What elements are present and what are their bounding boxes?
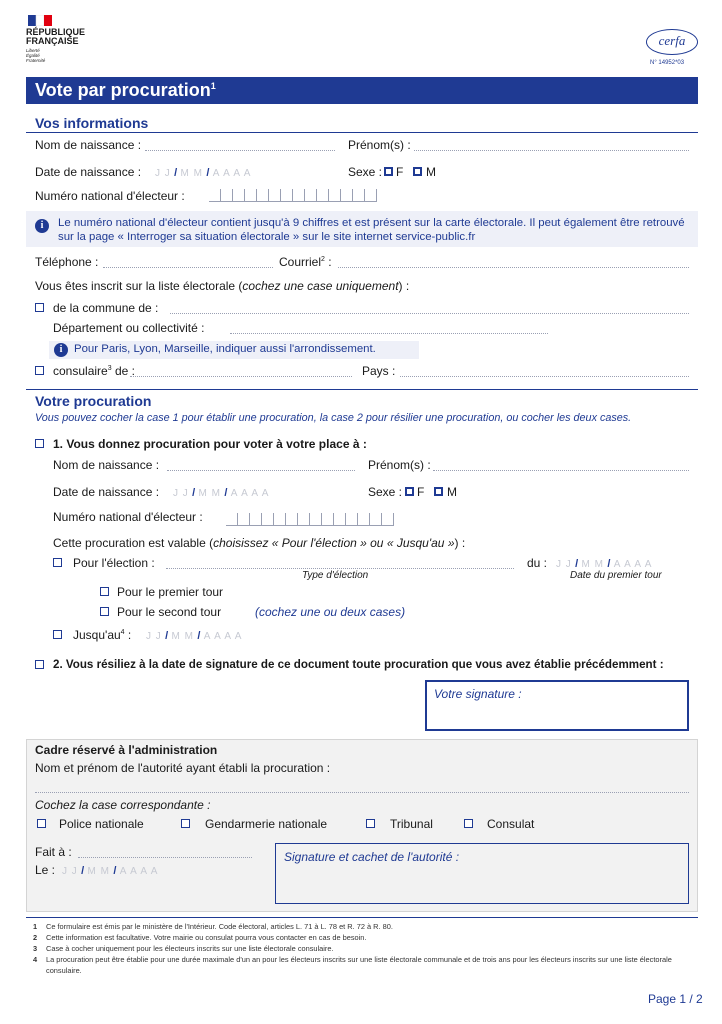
title-bar <box>26 77 698 104</box>
commune-field[interactable] <box>170 313 689 314</box>
paris-info-text: Pour Paris, Lyon, Marseille, indiquer aussi l'arrondissement. <box>74 343 376 355</box>
case2-checkbox[interactable] <box>35 660 44 669</box>
mandataire-numero-label: Numéro national d'électeur : <box>53 510 203 524</box>
date-naissance-label: Date de naissance : <box>35 165 142 179</box>
footnote-3: 3 Case à cocher uniquement pour les électeurs inscrits sur une liste électorale consulaire. <box>33 944 334 953</box>
footnote-4: 4 La procuration peut être établie pour une durée maximale d'un an pour les électeurs inscrits sur une liste électorale communale et de trois ans pour les électeurs inscrits sur une liste électorale consulaire. <box>33 955 672 975</box>
admin-autorite-field[interactable] <box>35 792 689 793</box>
case1-label: 1. Vous donnez procuration pour voter à votre place à : <box>53 437 367 451</box>
marianne-logo <box>28 15 52 26</box>
cerfa-logo: cerfa <box>646 29 698 55</box>
admin-cochez-label: Cochez la case correspondante : <box>35 798 211 812</box>
consulaire-checkbox[interactable] <box>35 366 44 375</box>
mandataire-date-label: Date de naissance : <box>53 485 160 499</box>
mandataire-nom-field[interactable] <box>167 470 355 471</box>
telephone-label: Téléphone : <box>35 255 99 269</box>
votre-signature-label: Votre signature : <box>434 687 522 701</box>
case2-label: 2. Vous résiliez à la date de signature de ce document toute procuration que vous avez établie précédemment : <box>53 658 664 671</box>
cochez-tours-hint: (cochez une ou deux cases) <box>255 605 406 619</box>
valable-question: Cette procuration est valable (choisissez « Pour l'élection » ou « Jusqu'au ») : <box>53 536 466 550</box>
votre-signature-box[interactable] <box>425 680 689 731</box>
type-election-field[interactable] <box>166 568 514 569</box>
pour-election-checkbox[interactable] <box>53 558 62 567</box>
admin-autorite-label: Nom et prénom de l'autorité ayant établi la procuration : <box>35 761 331 775</box>
jusquau-checkbox[interactable] <box>53 630 62 639</box>
departement-field[interactable] <box>230 333 548 334</box>
consulaire-label: consulaire$^3$ de : <box>53 364 135 378</box>
tribunal-checkbox[interactable] <box>366 819 375 828</box>
second-tour-checkbox[interactable] <box>100 607 109 616</box>
consulat-checkbox[interactable] <box>464 819 473 828</box>
departement-label: Département ou collectivité : <box>53 321 205 335</box>
date-naissance-field[interactable]: J J / M M / A A A A <box>155 167 252 179</box>
type-election-caption: Type d'élection <box>302 570 369 581</box>
tribunal-label: Tribunal <box>390 817 433 831</box>
info-icon: i <box>35 219 49 233</box>
republique-francaise-logo: RÉPUBLIQUE FRANÇAISE Liberté Égalité Fraternité <box>26 27 86 63</box>
mandataire-sexe-f-checkbox[interactable] <box>405 487 414 496</box>
jusquau-date-field[interactable]: J J / M M / A A A A <box>146 630 243 642</box>
du-label: du : <box>527 556 548 570</box>
premier-tour-checkbox[interactable] <box>100 587 109 596</box>
consulaire-field[interactable] <box>130 376 352 377</box>
police-label: Police nationale <box>59 817 144 831</box>
mandataire-sexe-m-checkbox[interactable] <box>434 487 443 496</box>
commune-label: de la commune de : <box>53 301 159 315</box>
jusquau-label: $Jusqu'au^4$ : <box>73 628 132 642</box>
numero-national-field[interactable] <box>209 189 377 202</box>
info-icon: i <box>54 343 68 357</box>
mandataire-date-field[interactable]: J J / M M / A A A A <box>173 487 270 499</box>
pays-field[interactable] <box>400 376 689 377</box>
nom-naissance-label: Nom de naissance : <box>35 138 142 152</box>
mandataire-nom-label: Nom de naissance : <box>53 458 160 472</box>
commune-checkbox[interactable] <box>35 303 44 312</box>
sexe-f-checkbox[interactable] <box>384 167 393 176</box>
date-premier-tour-caption: Date du premier tour <box>570 570 662 581</box>
second-tour-label: Pour le second tour <box>117 605 222 619</box>
courriel-label: Courriel$^2$ : <box>279 255 332 269</box>
mandataire-prenoms-field[interactable] <box>433 470 689 471</box>
page-number: Page 1 / 2 <box>648 992 703 1006</box>
page-title: Vote par procuration$^1$ <box>35 80 216 100</box>
signature-cachet-label: Signature et cachet de l'autorité : <box>284 850 460 864</box>
prenoms-field[interactable] <box>414 150 689 151</box>
footnote-1: 1 Ce formulaire est émis par le ministère de l'Intérieur. Code électoral, articles L. 71 à L. 78 et R. 72 à R. 80. <box>33 922 393 931</box>
fait-a-field[interactable] <box>78 857 252 858</box>
sexe-f-label: F <box>396 165 404 179</box>
date-premier-tour-field[interactable]: J J / M M / A A A A <box>556 558 653 570</box>
consulat-label: Consulat <box>487 817 535 831</box>
footnotes <box>33 921 693 976</box>
mandataire-prenoms-label: Prénom(s) : <box>368 458 431 472</box>
info-box-paris <box>49 341 419 359</box>
numero-national-label: Numéro national d'électeur : <box>35 189 185 203</box>
prenoms-label: Prénom(s) : <box>348 138 411 152</box>
mandataire-numero-field[interactable] <box>226 513 394 526</box>
police-checkbox[interactable] <box>37 819 46 828</box>
section-vos-informations-heading: Vos informations <box>35 115 149 131</box>
mandataire-sexe-label: Sexe : <box>368 485 403 499</box>
footnote-2: 2 Cette information est facultative. Votre mairie ou consulat pourra vous contacter en cas de besoin. <box>33 933 367 942</box>
info-text: Le numéro national d'électeur contient jusqu'à 9 chiffres et est présent sur la carte électorale. Il peut également être retrouvé sur la page « Interroger sa situation électorale » sur le site internet service-public.fr <box>58 217 685 243</box>
sexe-m-checkbox[interactable] <box>413 167 422 176</box>
nom-naissance-field[interactable] <box>145 150 335 151</box>
pour-election-label: Pour l'élection : <box>73 556 155 570</box>
sexe-m-label: M <box>426 165 436 179</box>
mandataire-sexe-m-label: M <box>447 485 457 499</box>
le-label: Le : <box>35 863 56 877</box>
signature-cachet-box[interactable] <box>275 843 689 904</box>
mandataire-sexe-f-label: F <box>417 485 425 499</box>
inscrit-question: Vous êtes inscrit sur la liste électorale (cochez une case uniquement) : <box>35 279 410 293</box>
cerfa-number: N° 14952*03 <box>650 60 685 66</box>
premier-tour-label: Pour le premier tour <box>117 585 224 599</box>
gendarmerie-label: Gendarmerie nationale <box>205 817 328 831</box>
pays-label: Pays : <box>362 364 396 378</box>
courriel-field[interactable] <box>338 267 689 268</box>
sexe-label: Sexe : <box>348 165 383 179</box>
telephone-field[interactable] <box>103 267 273 268</box>
section-votre-procuration-heading: Votre procuration <box>35 393 152 409</box>
admin-heading: Cadre réservé à l'administration <box>35 743 218 757</box>
case1-checkbox[interactable] <box>35 439 44 448</box>
fait-a-label: Fait à : <box>35 845 72 859</box>
le-date-field[interactable]: J J / M M / A A A A <box>62 865 159 877</box>
info-box-numero <box>26 211 698 247</box>
procuration-subtitle: Vous pouvez cocher la case 1 pour établir une procuration, la case 2 pour résilier une procuration, ou cocher les deux cases. <box>35 412 632 424</box>
gendarmerie-checkbox[interactable] <box>181 819 190 828</box>
